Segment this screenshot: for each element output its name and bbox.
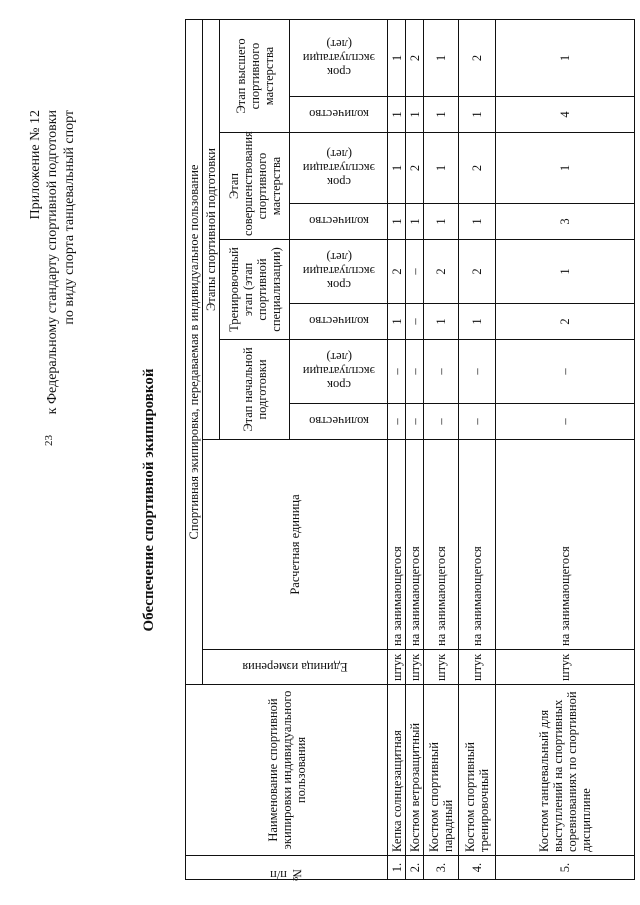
- cell-value: 1: [388, 304, 406, 340]
- cell-value: –: [406, 240, 424, 304]
- cell-value: 2: [459, 20, 496, 97]
- cell-value: 1: [459, 204, 496, 240]
- cell-value: 1: [388, 20, 406, 97]
- cell-value: 3: [496, 204, 635, 240]
- header-term-2: срок эксплуатации (лет): [290, 240, 388, 304]
- cell-value: 1: [496, 20, 635, 97]
- header-qty-2: количество: [290, 304, 388, 340]
- cell-value: –: [459, 340, 496, 404]
- cell-value: –: [406, 404, 424, 440]
- row-calc: на занимающегося: [496, 440, 635, 650]
- appendix-header: [27, 110, 78, 530]
- row-unit: штук: [406, 650, 424, 685]
- header-term-4: срок эксплуатации (лет): [290, 20, 388, 97]
- table-row: [496, 20, 635, 880]
- header-unit: Единица измерения: [203, 650, 388, 685]
- row-calc: на занимающегося: [459, 440, 496, 650]
- cell-value: –: [459, 404, 496, 440]
- table-row: [388, 20, 406, 880]
- header-qty-4: количество: [290, 97, 388, 133]
- cell-value: –: [388, 404, 406, 440]
- cell-value: –: [496, 404, 635, 440]
- appendix-line-1: Приложение № 12: [28, 110, 43, 220]
- page-number: 23: [43, 435, 55, 446]
- cell-value: 2: [406, 20, 424, 97]
- row-calc: на занимающегося: [424, 440, 459, 650]
- cell-value: –: [388, 340, 406, 404]
- header-qty-3: количество: [290, 204, 388, 240]
- row-calc: на занимающегося: [388, 440, 406, 650]
- cell-value: 1: [424, 20, 459, 97]
- header-stage-2: Тренировочный этап (этап спортивной специализации): [220, 240, 290, 340]
- header-stages-title: Этапы спортивной подготовки: [203, 20, 220, 440]
- header-num: № п/п: [186, 856, 388, 880]
- table-row: [406, 20, 424, 880]
- row-name: Костюм ветрозащитный: [406, 685, 424, 856]
- cell-value: –: [406, 304, 424, 340]
- row-unit: штук: [459, 650, 496, 685]
- header-calc: Расчетная единица: [203, 440, 388, 650]
- row-name: Кепка солнцезащитная: [388, 685, 406, 856]
- cell-value: 1: [406, 97, 424, 133]
- header-stage-3: Этап совершенствования спортивного мастерства: [220, 133, 290, 240]
- appendix-line-2: к Федеральному стандарту спортивной подготовки: [45, 110, 60, 415]
- cell-value: 4: [496, 97, 635, 133]
- cell-value: 1: [424, 133, 459, 204]
- cell-value: 1: [388, 133, 406, 204]
- row-name: Костюм танцевальный для выступлений на спортивных соревнованиях по спортивной дисциплине: [496, 685, 635, 856]
- cell-value: –: [406, 340, 424, 404]
- header-stage-4: Этап высшего спортивного мастерства: [220, 20, 290, 133]
- cell-value: 2: [406, 133, 424, 204]
- document-title: Обеспечение спортивной экипировкой: [141, 368, 157, 632]
- row-unit: штук: [496, 650, 635, 685]
- row-name: Костюм спортивный тренировочный: [459, 685, 496, 856]
- cell-value: –: [424, 340, 459, 404]
- cell-value: 1: [496, 240, 635, 304]
- header-qty-1: количество: [290, 404, 388, 440]
- cell-value: 2: [388, 240, 406, 304]
- cell-value: 1: [424, 304, 459, 340]
- cell-value: 1: [459, 97, 496, 133]
- row-calc: на занимающегося: [406, 440, 424, 650]
- row-unit: штук: [388, 650, 406, 685]
- cell-value: 1: [424, 97, 459, 133]
- header-group: Спортивная экипировка, передаваемая в индивидуальное пользование: [186, 20, 203, 685]
- header-name: Наименование спортивной экипировки индивидуального пользования: [186, 685, 388, 856]
- cell-value: 2: [459, 240, 496, 304]
- rotated-page-content: [28, 20, 635, 883]
- cell-value: –: [424, 404, 459, 440]
- cell-value: 1: [496, 133, 635, 204]
- cell-value: 2: [496, 304, 635, 340]
- table-row: [459, 20, 496, 880]
- header-stage-1: Этап начальной подготовки: [220, 340, 290, 440]
- row-num: 5.: [496, 856, 635, 880]
- row-num: 1.: [388, 856, 406, 880]
- equipment-table: [185, 19, 635, 883]
- cell-value: –: [496, 340, 635, 404]
- row-num: 4.: [459, 856, 496, 880]
- header-term-1: срок эксплуатации (лет): [290, 340, 388, 404]
- cell-value: 1: [388, 204, 406, 240]
- table-row: [424, 20, 459, 880]
- row-num: 3.: [424, 856, 459, 880]
- cell-value: 2: [459, 133, 496, 204]
- cell-value: 1: [406, 204, 424, 240]
- cell-value: 1: [388, 97, 406, 133]
- row-num: 2.: [406, 856, 424, 880]
- cell-value: 1: [459, 304, 496, 340]
- cell-value: 2: [424, 240, 459, 304]
- header-term-3: срок эксплуатации (лет): [290, 133, 388, 204]
- row-name: Костюм спортивный парадный: [424, 685, 459, 856]
- appendix-line-3: по виду спорта танцевальный спорт: [62, 110, 77, 325]
- cell-value: 1: [424, 204, 459, 240]
- row-unit: штук: [424, 650, 459, 685]
